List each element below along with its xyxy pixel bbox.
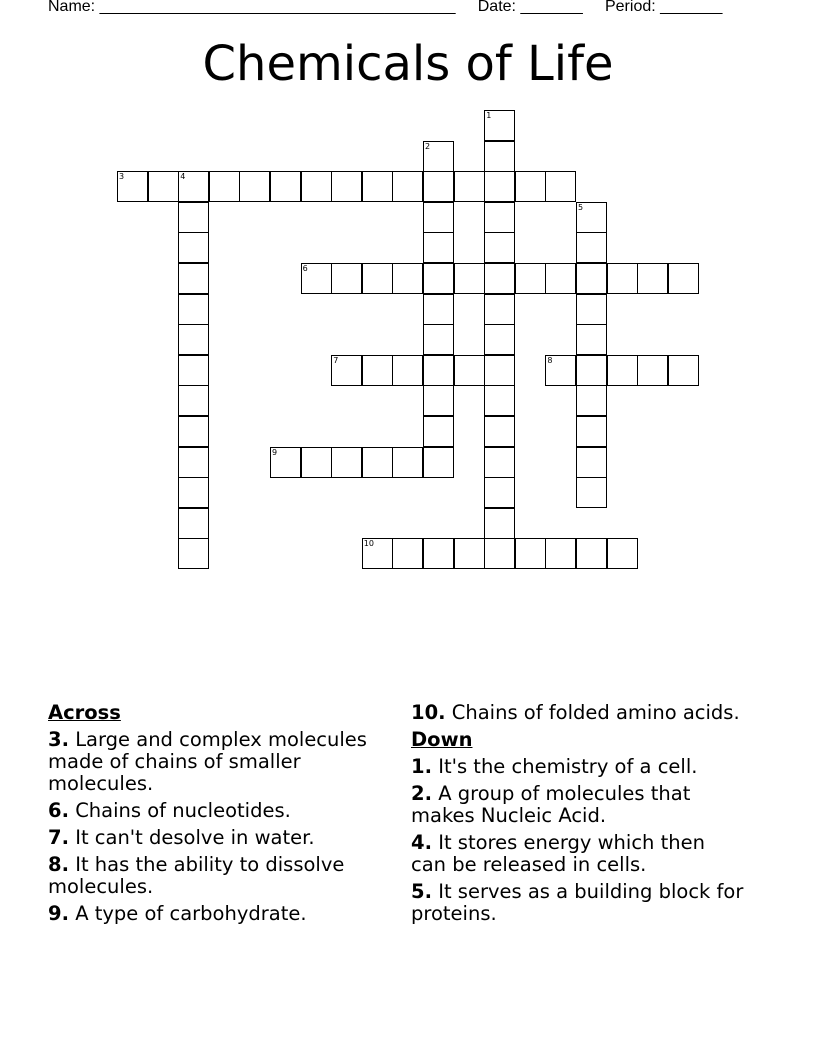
crossword-cell[interactable] [423, 385, 454, 416]
clue-number: 1. [411, 755, 432, 778]
crossword-cell[interactable] [637, 263, 668, 294]
clue-number-label: 3 [119, 172, 125, 182]
clue-down-2 [411, 783, 746, 827]
across-heading: Across [48, 701, 121, 724]
clue-number-label: 7 [333, 355, 339, 365]
crossword-cell[interactable] [545, 538, 576, 569]
clue-across-6 [48, 800, 383, 822]
crossword-cell[interactable] [484, 294, 515, 325]
clue-text: Chains of folded amino acids. [451, 701, 740, 724]
crossword-cell[interactable] [576, 202, 607, 233]
crossword-cell[interactable] [454, 538, 485, 569]
clue-text: Large and complex molecules made of chains of smaller molecules. [48, 728, 367, 795]
clue-number-label: 4 [180, 172, 186, 182]
crossword-cell[interactable] [515, 538, 546, 569]
crossword-cell[interactable] [331, 447, 362, 478]
crossword-cell[interactable] [423, 141, 454, 172]
period-blank[interactable]: _______ [660, 0, 723, 15]
clue-number: 9. [48, 902, 69, 925]
crossword-cell[interactable] [301, 171, 332, 202]
crossword-cell[interactable] [178, 355, 209, 386]
crossword-cell[interactable] [607, 263, 638, 294]
clue-number-label: 2 [425, 141, 431, 151]
crossword-cell[interactable] [392, 355, 423, 386]
crossword-cell[interactable] [423, 447, 454, 478]
crossword-cell[interactable] [392, 263, 423, 294]
crossword-cell[interactable] [515, 263, 546, 294]
crossword-cell[interactable] [178, 508, 209, 539]
clue-text: A group of molecules that makes Nucleic Acid. [411, 782, 691, 827]
crossword-cell[interactable] [362, 538, 393, 569]
clue-number: 8. [48, 853, 69, 876]
crossword-cell[interactable] [484, 355, 515, 386]
crossword-cell[interactable] [454, 263, 485, 294]
crossword-cell[interactable] [178, 294, 209, 325]
crossword-cell[interactable] [484, 324, 515, 355]
crossword-cell[interactable] [576, 232, 607, 263]
crossword-cell[interactable] [178, 477, 209, 508]
clue-number-label: 10 [363, 539, 374, 549]
crossword-cell[interactable] [576, 477, 607, 508]
clue-number-label: 1 [486, 111, 492, 120]
crossword-cell[interactable] [178, 416, 209, 447]
clue-number-label: 5 [578, 202, 584, 212]
crossword-cell[interactable] [423, 171, 454, 202]
period-label: Period: [604, 0, 656, 15]
clue-number: 10. [411, 701, 446, 724]
crossword-cell[interactable] [209, 171, 240, 202]
crossword-cell[interactable] [576, 355, 607, 386]
name-label: Name: [48, 0, 96, 15]
crossword-cell[interactable] [484, 538, 515, 569]
crossword-cell[interactable] [117, 171, 148, 202]
page-title: Chemicals of Life [202, 36, 614, 92]
crossword-cell[interactable] [484, 141, 515, 172]
crossword-cell[interactable] [392, 171, 423, 202]
crossword-cell[interactable] [545, 355, 576, 386]
crossword-cell[interactable] [454, 171, 485, 202]
crossword-cell[interactable] [362, 355, 393, 386]
clue-number: 7. [48, 826, 69, 849]
crossword-cell[interactable] [545, 263, 576, 294]
crossword-cell[interactable] [423, 538, 454, 569]
crossword-cell[interactable] [392, 447, 423, 478]
clue-down-1 [411, 756, 746, 778]
crossword-cell[interactable] [576, 263, 607, 294]
crossword-cell[interactable] [423, 324, 454, 355]
clue-text: It stores energy which then can be released in cells. [411, 831, 705, 876]
clue-number-label: 8 [547, 355, 553, 365]
crossword-cell[interactable] [178, 202, 209, 233]
clues-left-column [48, 702, 383, 930]
date-label: Date: [477, 0, 516, 15]
clue-across-9 [48, 903, 383, 925]
crossword-cell[interactable] [484, 263, 515, 294]
down-heading: Down [411, 728, 473, 751]
crossword-cell[interactable] [178, 171, 209, 202]
crossword-cell[interactable] [484, 110, 515, 141]
clue-text: It's the chemistry of a cell. [438, 755, 698, 778]
crossword-cell[interactable] [331, 171, 362, 202]
crossword-cell[interactable] [423, 232, 454, 263]
crossword-cell[interactable] [484, 171, 515, 202]
crossword-cell[interactable] [239, 171, 270, 202]
crossword-cell[interactable] [423, 202, 454, 233]
clue-number-label: 9 [272, 447, 278, 457]
crossword-cell[interactable] [668, 355, 699, 386]
crossword-cell[interactable] [576, 538, 607, 569]
crossword-cell[interactable] [423, 263, 454, 294]
clue-text: A type of carbohydrate. [75, 902, 307, 925]
crossword-cell[interactable] [484, 232, 515, 263]
clue-number-label: 6 [302, 264, 308, 273]
crossword-cell[interactable] [576, 447, 607, 478]
crossword-cell[interactable] [301, 263, 332, 294]
crossword-cell[interactable] [362, 171, 393, 202]
crossword-cell[interactable] [331, 355, 362, 386]
crossword-cell[interactable] [484, 202, 515, 233]
crossword-cell[interactable] [607, 355, 638, 386]
crossword-cell[interactable] [515, 171, 546, 202]
clue-across-7 [48, 827, 383, 849]
crossword-cell[interactable] [576, 324, 607, 355]
crossword-cell[interactable] [423, 416, 454, 447]
crossword-cell[interactable] [392, 538, 423, 569]
crossword-cell[interactable] [454, 355, 485, 386]
clue-number: 2. [411, 782, 432, 805]
clue-across-3 [48, 729, 383, 795]
crossword-cell[interactable] [423, 294, 454, 325]
clue-number: 3. [48, 728, 69, 751]
clue-down-4 [411, 832, 746, 876]
crossword-cell[interactable] [148, 171, 179, 202]
clue-number: 4. [411, 831, 432, 854]
crossword-cell[interactable] [423, 355, 454, 386]
crossword-cell[interactable] [178, 385, 209, 416]
date-blank[interactable]: _______ [520, 0, 583, 15]
crossword-cell[interactable] [362, 263, 393, 294]
crossword-cell[interactable] [484, 508, 515, 539]
clue-across-8 [48, 854, 383, 898]
crossword-cell[interactable] [178, 324, 209, 355]
crossword-cell[interactable] [270, 171, 301, 202]
crossword-cell[interactable] [484, 477, 515, 508]
crossword-cell[interactable] [576, 385, 607, 416]
clue-number: 5. [411, 880, 432, 903]
crossword-cell[interactable] [576, 294, 607, 325]
clues-right-column [411, 702, 746, 930]
crossword-cell[interactable] [178, 263, 209, 294]
crossword-cell[interactable] [545, 171, 576, 202]
name-blank[interactable]: ________________________________________ [99, 0, 456, 15]
crossword-cell[interactable] [270, 447, 301, 478]
clue-number: 6. [48, 799, 69, 822]
crossword-cell[interactable] [301, 447, 332, 478]
clue-text: Chains of nucleotides. [75, 799, 291, 822]
clue-text: It has the ability to dissolve molecules. [48, 853, 345, 898]
clue-down-5 [411, 881, 746, 925]
crossword-cell[interactable] [178, 538, 209, 569]
crossword-cell[interactable] [576, 416, 607, 447]
crossword-cell[interactable] [484, 416, 515, 447]
crossword-cell[interactable] [331, 263, 362, 294]
crossword-cell[interactable] [637, 355, 668, 386]
crossword-cell[interactable] [668, 263, 699, 294]
crossword-cell[interactable] [484, 447, 515, 478]
crossword-cell[interactable] [362, 447, 393, 478]
crossword-cell[interactable] [178, 447, 209, 478]
crossword-cell[interactable] [607, 538, 638, 569]
clue-across-10 [411, 702, 746, 724]
crossword-cell[interactable] [178, 232, 209, 263]
crossword-cell[interactable] [484, 385, 515, 416]
clue-text: It can't desolve in water. [75, 826, 315, 849]
clue-text: It serves as a building block for proteins. [411, 880, 744, 925]
